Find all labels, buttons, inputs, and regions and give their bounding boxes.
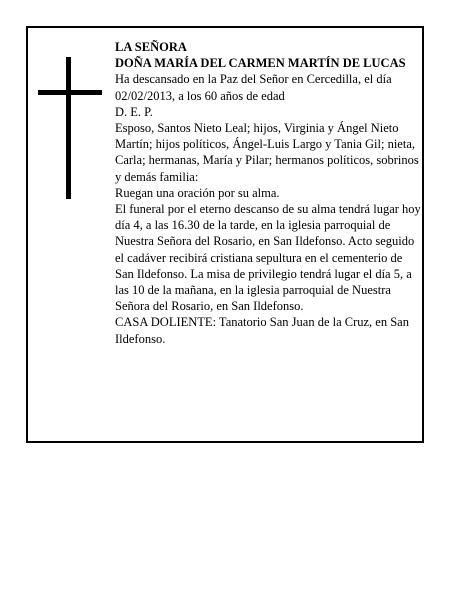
obituary-notice <box>26 26 424 443</box>
mourning-house: CASA DOLIENTE: Tanatorio San Juan de la Cruz, en San Ildefonso. <box>115 315 409 346</box>
deceased-name: DOÑA MARÍA DEL CARMEN MARTÍN DE LUCAS <box>115 56 406 71</box>
death-statement: Ha descansado en la Paz del Señor en Cercedilla, el día 02/02/2013, a los 60 años de edad <box>115 72 392 103</box>
rip-line: D. E. P. <box>115 104 153 119</box>
cross-vertical-bar <box>66 57 71 199</box>
notice-title-line: LA SEÑORA <box>115 40 187 54</box>
prayer-request: Ruegan una oración por su alma. <box>115 185 280 200</box>
cross-horizontal-bar <box>38 90 102 95</box>
notice-text <box>115 39 421 347</box>
cross-icon <box>38 57 102 199</box>
funeral-details: El funeral por el eterno descanso de su alma tendrá lugar hoy día 4, a las 16.30 de la tarde, en la iglesia parroquial de Nuestra Señora del Rosario, en San Ildefonso. Acto seguido el cadáver recibirá cristiana sepultura en el cementerio de San Ildefonso. La misa de privilegio tendrá lugar el día 5, a las 10 de la mañana, en la iglesia parroquial de Nuestra Señora del Rosario, en San Ildefonso. <box>115 202 421 314</box>
family-list: Esposo, Santos Nieto Leal; hijos, Virginia y Ángel Nieto Martín; hijos políticos, Ángel-Luis Largo y Tania Gil; nieta, Carla; hermanas, María y Pilar; hermanos políticos, sobrinos y demás familia: <box>115 121 419 184</box>
